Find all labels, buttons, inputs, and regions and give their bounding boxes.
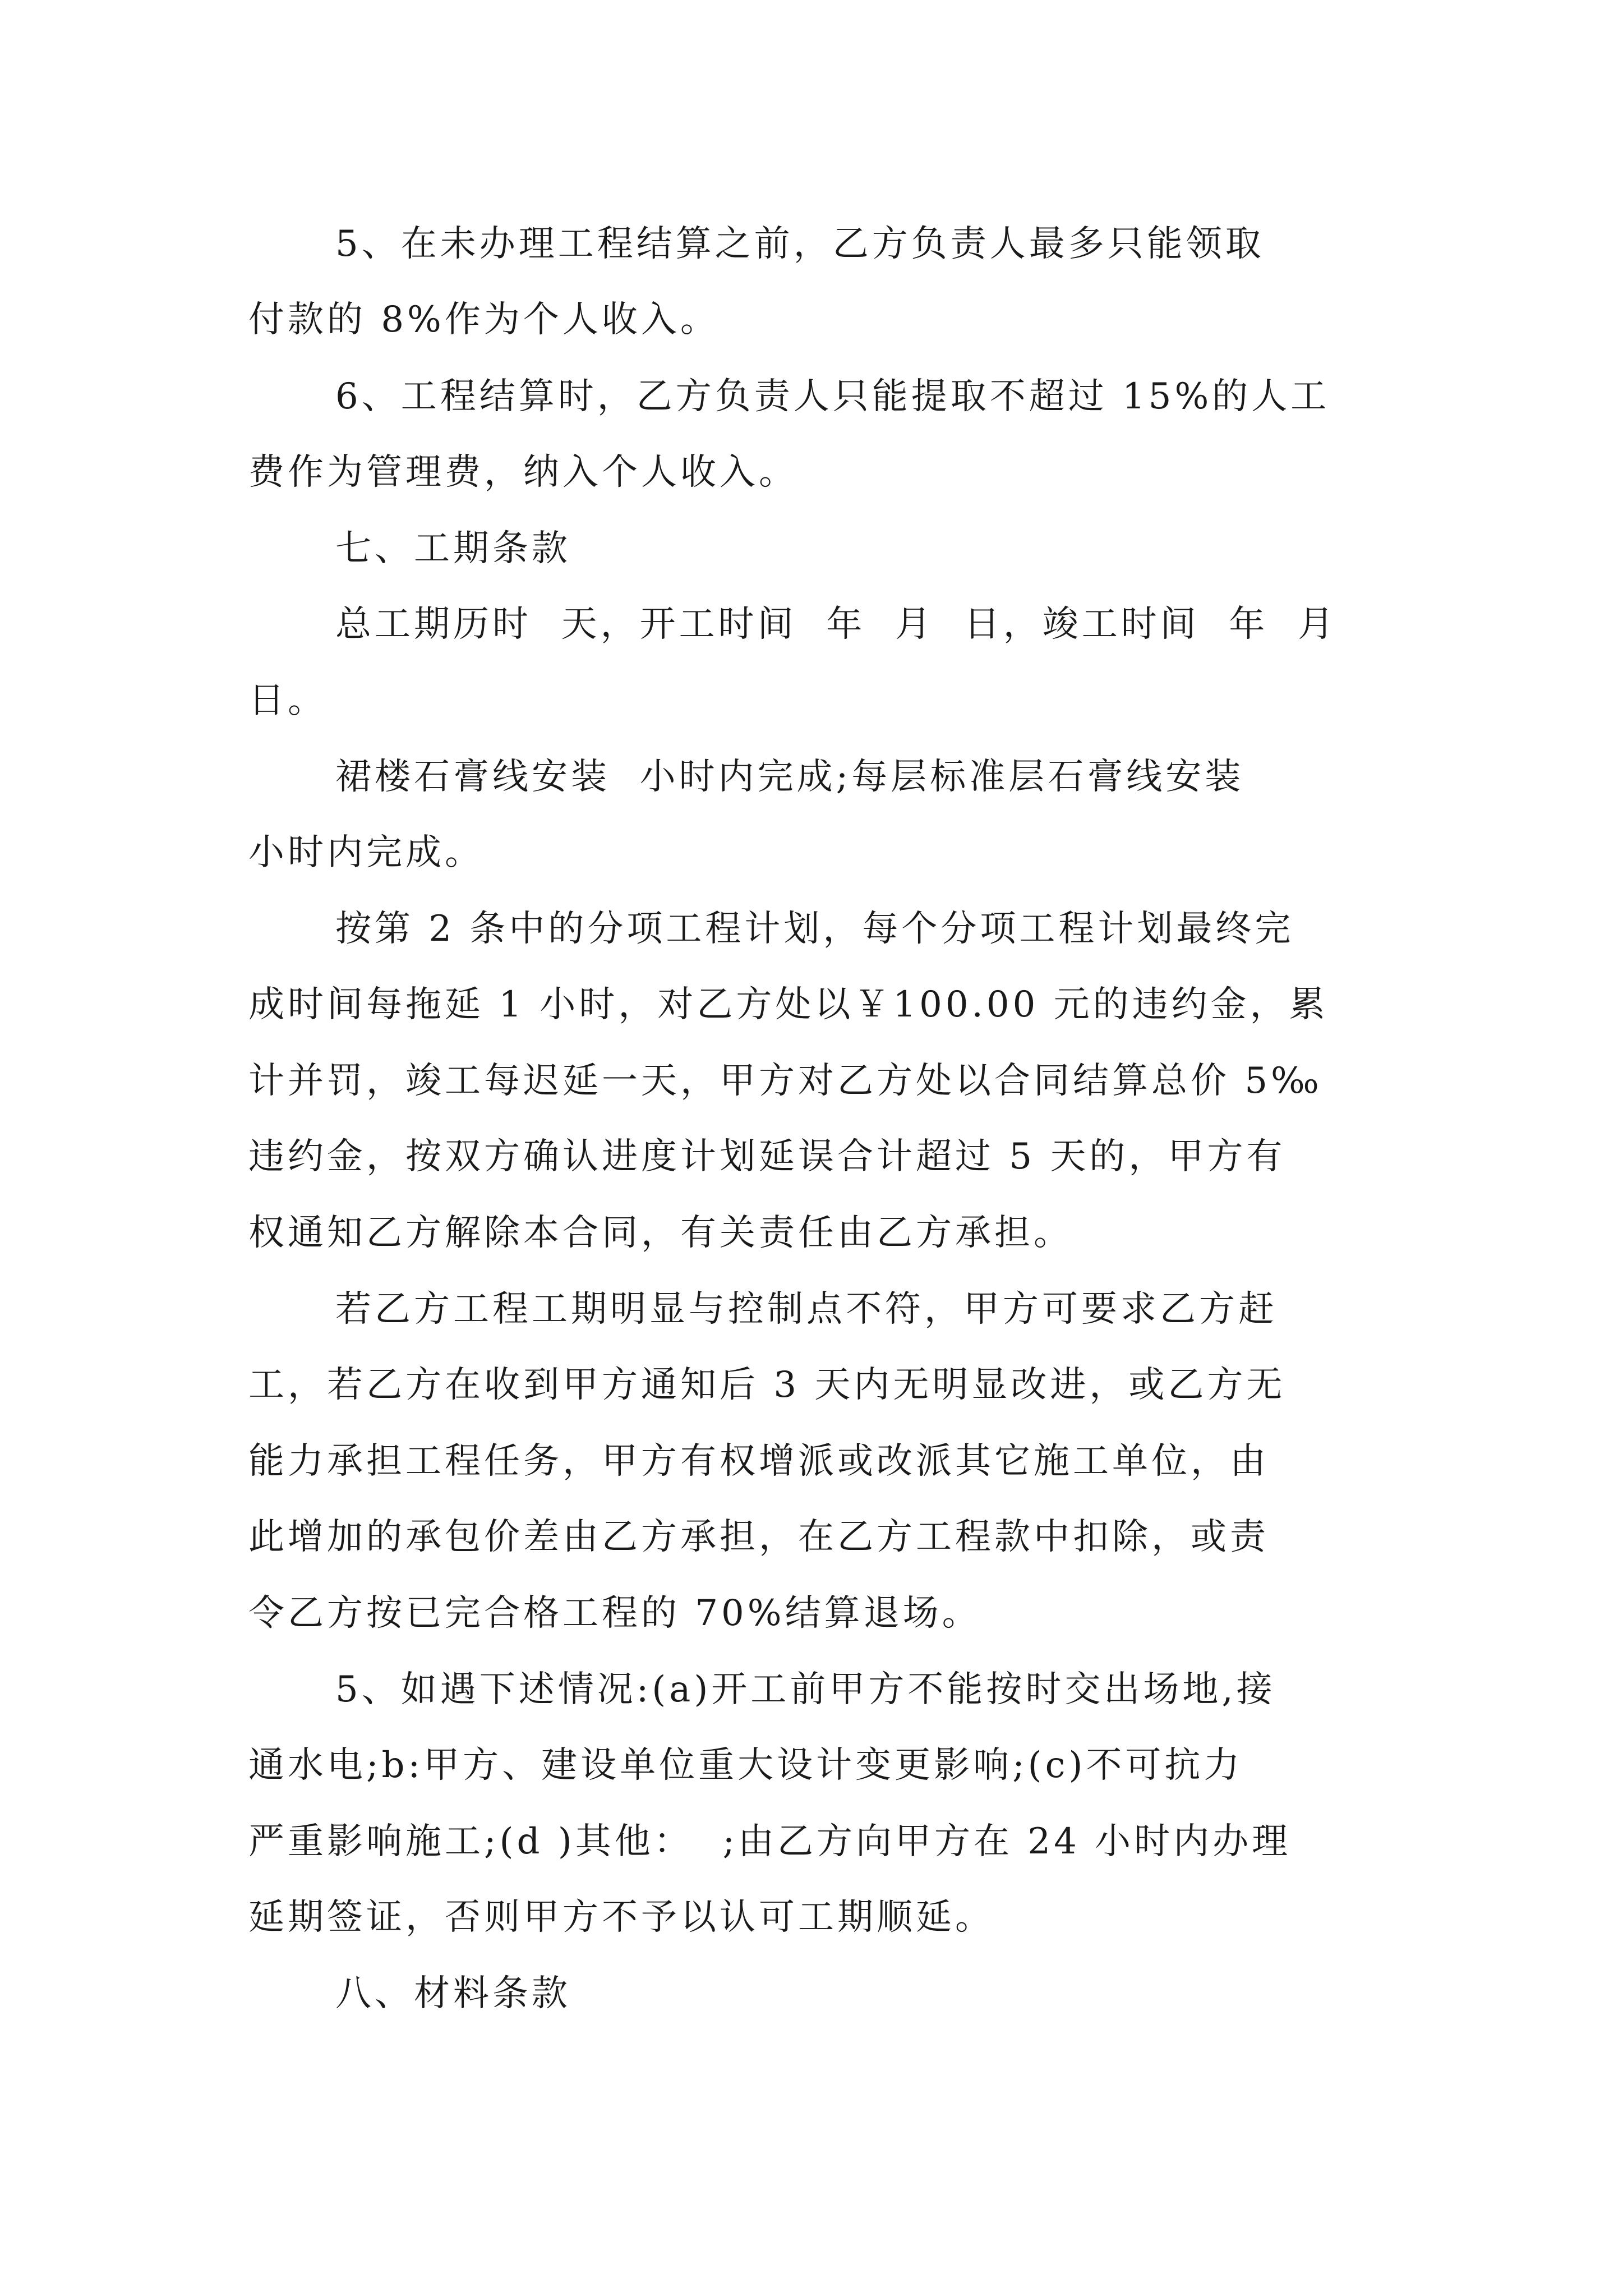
paragraph-line: 5、在未办理工程结算之前，乙方负责人最多只能领取 xyxy=(335,223,1265,265)
paragraph-line: 总工期历时 天，开工时间 年 月 日，竣工时间 年 月 xyxy=(335,604,1338,645)
section-heading: 七、工期条款 xyxy=(335,528,571,569)
paragraph-line: 计并罚，竣工每迟延一天，甲方对乙方处以合同结算总价 5‰ xyxy=(248,1060,1322,1102)
paragraph-line: 严重影响施工;(d )其他： ;由乙方向甲方在 24 小时内办理 xyxy=(248,1821,1292,1862)
paragraph-line: 令乙方按已完合格工程的 70%结算退场。 xyxy=(248,1593,981,1634)
paragraph-line: 若乙方工程工期明显与控制点不符，甲方可要求乙方赶 xyxy=(335,1289,1278,1330)
paragraph-line: 能力承担工程任务，甲方有权增派或改派其它施工单位，由 xyxy=(248,1441,1269,1482)
paragraph-line: 费作为管理费，纳入个人收入。 xyxy=(248,452,798,493)
paragraph-line: 小时内完成。 xyxy=(248,832,484,873)
paragraph-line: 6、工程结算时，乙方负责人只能提取不超过 15%的人工 xyxy=(335,376,1330,417)
paragraph-line: 裙楼石膏线安装 小时内完成;每层标准层石膏线安装 xyxy=(335,756,1244,798)
paragraph-line: 成时间每拖延 1 小时，对乙方处以￥100.00 元的违约金，累 xyxy=(248,984,1329,1025)
paragraph-line: 按第 2 条中的分项工程计划，每个分项工程计划最终完 xyxy=(335,908,1294,950)
paragraph-line: 通水电;b:甲方、建设单位重大设计变更影响;(c)不可抗力 xyxy=(248,1745,1243,1786)
paragraph-line: 5、如遇下述情况:(a)开工前甲方不能按时交出场地,接 xyxy=(335,1669,1276,1710)
paragraph-line: 权通知乙方解除本合同，有关责任由乙方承担。 xyxy=(248,1212,1073,1254)
paragraph-line: 此增加的承包价差由乙方承担，在乙方工程款中扣除，或责 xyxy=(248,1516,1269,1558)
section-heading: 八、材料条款 xyxy=(335,1973,571,2014)
paragraph-line: 工，若乙方在收到甲方通知后 3 天内无明显改进，或乙方无 xyxy=(248,1364,1286,1406)
paragraph-line: 延期签证，否则甲方不予以认可工期顺延。 xyxy=(248,1897,994,1938)
paragraph-line: 违约金，按双方确认进度计划延误合计超过 5 天的，甲方有 xyxy=(248,1136,1286,1177)
paragraph-line: 付款的 8%作为个人收入。 xyxy=(248,299,720,341)
paragraph-line: 日。 xyxy=(248,680,327,721)
